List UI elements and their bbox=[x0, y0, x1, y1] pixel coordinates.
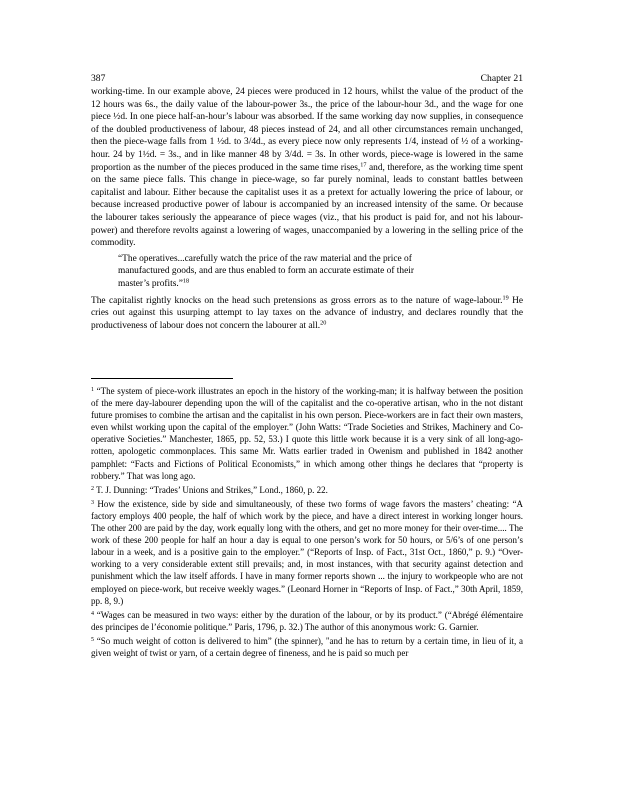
footnote-number: 5 bbox=[91, 636, 94, 643]
footnote bbox=[91, 635, 523, 659]
paragraph-2: The capitalist rightly knocks on the head such pretensions as gross errors as to the nature of wage-labour.$^{19}$ He cries out against this usurping attempt to lay taxes on the advance of industry, and declares roundly that the productiveness of labour does not concern the labourer at all.$^{20}$ bbox=[91, 294, 523, 331]
footnote-ref-19[interactable]: 19 bbox=[502, 294, 509, 301]
footnote-text: How the existence, side by side and simultaneously, of these two forms of wage favors the masters’ cheating: “A factory employs 400 people, the half of which work by the piece, and have a direct interest in working longer hours. The other 200 are paid by the day, work equally long with the others, and get no more money for their over-time.... The work of these 200 people for half an hour a day is equal to one person’s work for 50 hours, or 5/6’s of one person’s labour in a week, and is a positive gain to the employer.” (“Reports of Insp. of Fact., 31st Oct., 1860,” p. 9.) “Over-working to a very considerable extent still prevails; and, in most instances, with that security against detection and punishment which the law itself affords. I have in many former reports shown ... the injury to workpeople who are not employed on piece-work, but receive weekly wages.” (Leonard Horner in “Reports of Insp. of Fact.,” 30th April, 1859, pp. 8, 9.) bbox=[91, 498, 523, 606]
footnote-text: “So much weight of cotton is delivered to him” (the spinner), "and he has to return by a certain time, in lieu of it, a given weight of twist or yarn, of a certain degree of fineness, and he is paid so much per bbox=[91, 635, 523, 658]
footnote-number: 3 bbox=[91, 499, 94, 506]
footnote-number: 1 bbox=[91, 387, 94, 393]
footnotes bbox=[91, 385, 523, 661]
footnote-ref-17[interactable]: 17 bbox=[360, 161, 367, 169]
block-quote: “The operatives...carefully watch the price of the raw material and the price of manufactured goods, and are thus enabled to form an accurate estimate of their master’s profits.”$^{18}$ bbox=[118, 253, 414, 289]
footnote-text: “The system of piece-work illustrates an epoch in the history of the working-man; it is halfway between the position of the mere day-labourer depending upon the will of the capitalist and the co-operative artisan, who in the not distant future promises to combine the artisan and the capitalist in his own person. Piece-workers are in fact their own masters, even whilst working upon the capital of the employer.” (John Watts: “Trade Societies and Strikes, Machinery and Co-operative Societies.” Manchester, 1865, pp. 52, 53.) I quote this little work because it is a very sink of all long-ago-rotten, apologetic commonplaces. This same Mr. Watts earlier traded in Owenism and published in 1842 another pamphlet: “Facts and Fictions of Political Economists,” in which among other things he declares that “property is robbery.” That was long ago. bbox=[91, 386, 523, 481]
footnote-ref-20[interactable]: 20 bbox=[320, 319, 327, 327]
main-text bbox=[91, 86, 523, 332]
footnote-number: 4 bbox=[91, 610, 94, 617]
page-number: 387 bbox=[91, 73, 106, 84]
footnote bbox=[91, 385, 523, 482]
footnote-ref-18[interactable]: 18 bbox=[182, 277, 190, 285]
footnote bbox=[91, 609, 523, 633]
footnote-divider bbox=[91, 378, 233, 379]
footnote-text: “Wages can be measured in two ways: either by the duration of the labour, or by its product.” (“Abrégé élémentaire des principes de l’économie politique.” Paris, 1796, p. 32.) The author of this anonymous work: G. Garnier. bbox=[91, 609, 523, 632]
footnote bbox=[91, 484, 523, 496]
footnote-text: T. J. Dunning: “Trades’ Unions and Strikes,” Lond., 1860, p. 22. bbox=[94, 484, 328, 495]
footnote-number: 2 bbox=[91, 485, 94, 492]
chapter-title: Chapter 21 bbox=[480, 73, 523, 84]
footnote bbox=[91, 498, 523, 607]
running-header bbox=[91, 72, 523, 86]
paragraph-1: working-time. In our example above, 24 pieces were produced in 12 hours, whilst the value of the product of the 12 hours was 6s., the daily value of the labour-power 3s., the price of the labour-hour 3d., and the wage for one piece ½d. In one piece half-an-hour’s labour was absorbed. If the same working day now supplies, in consequence of the doubled productiveness of labour, 48 pieces instead of 24, and all other circumstances remain unchanged, then the piece-wage falls from 1 ½d. to 3/4d., as every piece now only represents 1/4, instead of ½ of a working-hour. 24 by 1½d. = 3s., and in like manner 48 by 3/4d. = 3s. In other words, piece-wage is lowered in the same proportion as the number of the pieces produced in the same time rises,$^{17}$ and, therefore, as the working time spent on the same piece falls. This change in piece-wage, so far purely nominal, leads to constant battles between capitalist and labour. Either because the capitalist uses it as a pretext for actually lowering the price of labour, or because increased productive power of labour is accompanied by an increased intensity of the same. Or because the labourer takes seriously the appearance of piece wages (viz., that his product is paid for, and not his labour-power) and therefore revolts against a lowering of wages, unaccompanied by a lowering in the selling price of the commodity. bbox=[91, 87, 523, 249]
